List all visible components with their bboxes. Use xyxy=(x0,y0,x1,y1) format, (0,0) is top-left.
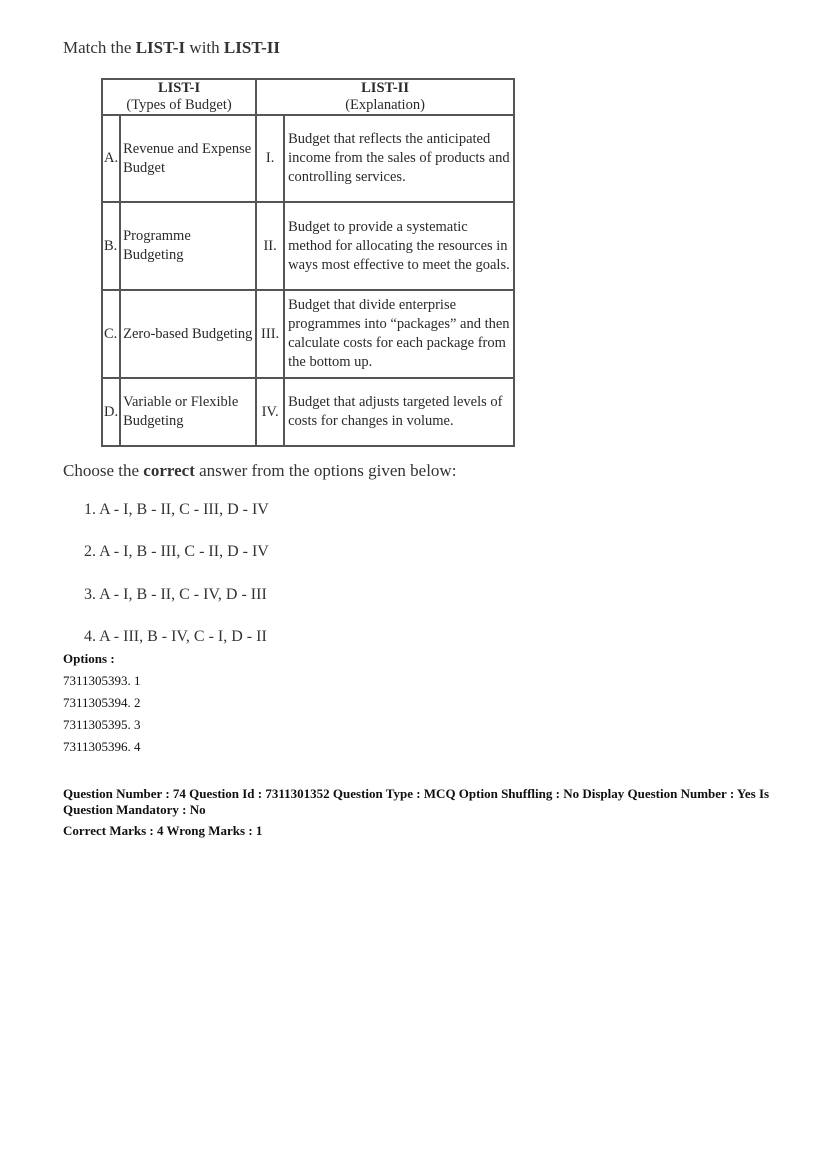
table-header-row xyxy=(102,79,514,115)
list2-explanation: Budget to provide a systematic method for allocating the resources in ways most effective to meet the goals. xyxy=(284,202,514,290)
question-prompt: Match the LIST-I with LIST-II xyxy=(63,38,280,57)
list1-item: Variable or Flexible Budgeting xyxy=(120,378,256,446)
table-row xyxy=(102,290,514,378)
marks-info: Correct Marks : 4 Wrong Marks : 1 xyxy=(63,823,263,838)
row-letter: A. xyxy=(102,115,120,202)
prompt-list1: LIST-I xyxy=(135,38,186,57)
list1-item: Programme Budgeting xyxy=(120,202,256,290)
list1-title: LIST-I xyxy=(157,80,201,96)
options-label: Options : xyxy=(63,651,115,666)
option-id: 7311305393. 1 xyxy=(63,673,141,688)
list1-item: Zero-based Budgeting xyxy=(120,290,256,378)
list2-subtitle: (Explanation) xyxy=(345,97,425,113)
row-letter: D. xyxy=(102,378,120,446)
answer-option: 1. A - I, B - II, C - III, D - IV xyxy=(84,501,269,518)
list1-header xyxy=(102,79,256,115)
option-id: 7311305394. 2 xyxy=(63,695,141,710)
question-info: Question Number : 74 Question Id : 7311301352 Question Type : MCQ Option Shuffling : No Display Question Number : Yes Is Question Mandatory : No xyxy=(63,786,770,817)
option-id: 7311305396. 4 xyxy=(63,739,141,754)
list1-subtitle: (Types of Budget) xyxy=(126,97,232,113)
table-row xyxy=(102,115,514,202)
row-numeral: III. xyxy=(256,290,284,378)
row-numeral: IV. xyxy=(256,378,284,446)
table-row xyxy=(102,378,514,446)
list2-explanation: Budget that divide enterprise programmes into “packages” and then calculate costs for each package from the bottom up. xyxy=(284,290,514,378)
answer-option: 4. A - III, B - IV, C - I, D - II xyxy=(84,628,267,645)
list2-explanation: Budget that adjusts targeted levels of costs for changes in volume. xyxy=(284,378,514,446)
table-row xyxy=(102,202,514,290)
choose-instruction: Choose the correct answer from the options given below: xyxy=(63,461,457,480)
row-numeral: I. xyxy=(256,115,284,202)
option-id: 7311305395. 3 xyxy=(63,717,141,732)
list2-title: LIST-II xyxy=(361,80,409,96)
answer-option: 3. A - I, B - II, C - IV, D - III xyxy=(84,586,267,603)
match-table xyxy=(101,78,515,447)
prompt-list2: LIST-II xyxy=(223,38,280,57)
list2-header xyxy=(256,79,514,115)
row-letter: C. xyxy=(102,290,120,378)
answer-option: 2. A - I, B - III, C - II, D - IV xyxy=(84,543,269,560)
row-letter: B. xyxy=(102,202,120,290)
list1-item: Revenue and Expense Budget xyxy=(120,115,256,202)
row-numeral: II. xyxy=(256,202,284,290)
list2-explanation: Budget that reflects the anticipated income from the sales of products and controlling services. xyxy=(284,115,514,202)
choose-bold-word: correct xyxy=(143,461,195,480)
